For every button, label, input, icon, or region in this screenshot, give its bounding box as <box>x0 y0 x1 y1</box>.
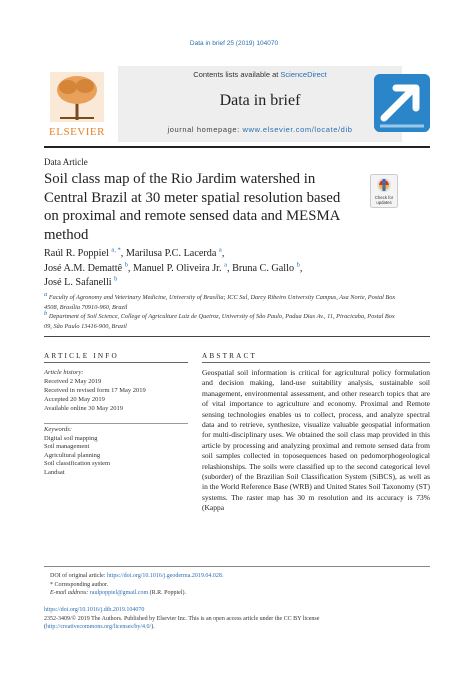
article-info-rule <box>44 362 188 363</box>
journal-header <box>44 66 358 142</box>
license-link[interactable]: http://creativecommons.org/licenses/by/4.0/ <box>46 624 152 631</box>
original-doi-line <box>50 572 430 581</box>
article-doi-and-license <box>44 606 430 632</box>
author-separator: , <box>226 262 233 274</box>
history-label: Article history: <box>44 369 84 376</box>
author-separator: , <box>127 262 133 274</box>
journal-citation[interactable]: Data in brief 25 (2019) 104070 <box>189 40 279 47</box>
license-statement <box>44 615 430 632</box>
abstract-text: Geospatial soil information is critical for agricultural policy formulation and decision making, land-use suitability analysis, sustainable soil management, environmental assessment, and other research topics that are of vital importance to agriculture and economy. Proximal and Remote sensing technologies enables us to collect, process, and analyze spectral data and to retrieve, synthesize, visualize valuable geospatial information for multi-disciplinary uses. We obtained the soil class map provided in this article by processing and analyzing proximal and remote sensed data from soil samples collected in toposequences based on pedomorphogeological relashionships. The soils were classified up to the second categorical level (suborder) of the Brazilian Soil Classification System (SiBCS), as well as in the World Reference Base (WRB) and United States Soil Taxonomy (ST) systems. The raster map has 30 m resolution and its accuracy is 73% (Kappa <box>202 368 430 513</box>
contents-line <box>118 70 402 79</box>
affiliation-rule <box>44 336 430 337</box>
elsevier-tree-icon <box>50 72 104 122</box>
keywords-rule <box>44 423 188 424</box>
journal-homepage <box>118 125 402 134</box>
author-list <box>44 247 374 291</box>
history-item: Received in revised form 17 May 2019 <box>44 387 146 394</box>
author-separator: , <box>221 248 225 259</box>
history-item: Received 2 May 2019 <box>44 378 102 385</box>
crossmark-line1: Check for <box>374 195 394 200</box>
elsevier-wordmark: ELSEVIER <box>49 126 105 138</box>
contents-prefix: Contents lists available at <box>193 70 279 79</box>
original-doi-link[interactable]: https://doi.org/10.1016/j.geoderma.2019.04.028. <box>106 573 224 579</box>
keywords-label: Keywords: <box>44 426 72 433</box>
data-in-brief-cover-logo[interactable] <box>374 74 430 132</box>
email-line <box>50 589 430 598</box>
author-name: Raúl R. Poppiel <box>44 248 109 259</box>
author-separator: , <box>299 262 303 274</box>
affiliation-b-text: Department of Soil Science, College of Agriculture Luiz de Queiroz, University of São Paulo, Padua Dias Av., 11, Piracicaba, Postal Box 09, São Paulo 13416-900, Brazil <box>44 313 395 330</box>
author-affiliation-link[interactable]: a <box>224 261 227 269</box>
keyword-item: Agricultural planning <box>44 451 101 459</box>
affiliation-a-mark: a <box>44 290 48 298</box>
affiliation-a-text: Faculty of Agronomy and Veterinary Medicine, University of Brasília; ICC Sul, Darcy Ribeiro University Campus, Asa Norte, Postal Box 4508, Brasília 70910-960, Brazil <box>44 294 396 311</box>
abstract-heading: ABSTRACT <box>202 352 258 360</box>
crossmark-icon <box>370 174 398 208</box>
header-rule <box>44 146 430 148</box>
sciencedirect-link[interactable]: ScienceDirect <box>280 70 327 79</box>
abstract-rule <box>202 362 430 363</box>
author-affiliation-link[interactable]: a <box>218 246 222 254</box>
license-text: 2352-3409/© 2019 The Authors. Published by Elsevier Inc. This is an open access article under the CC BY license ( <box>44 615 320 631</box>
keyword-item: Digital soil mapping <box>44 434 98 442</box>
footnote-rule <box>44 566 430 567</box>
dib-arrow-icon <box>374 74 430 132</box>
author-affiliation-link[interactable]: b <box>114 275 118 283</box>
crossmark-line2: updates <box>376 200 392 205</box>
email-suffix: (R.R. Poppiel). <box>149 590 186 597</box>
article-history <box>44 368 190 413</box>
history-item: Available online 30 May 2019 <box>44 405 123 412</box>
affiliation-b <box>44 309 404 331</box>
keyword-item: Landsat <box>44 468 65 476</box>
history-item: Accepted 20 May 2019 <box>44 396 105 403</box>
affiliation-a <box>44 290 404 312</box>
author-name: Manuel P. Oliveira Jr. <box>132 262 222 274</box>
author-name: Bruna C. Gallo <box>232 262 295 274</box>
keyword-item: Soil management <box>44 443 90 450</box>
journal-title: Data in brief <box>219 92 301 109</box>
article-info-heading: ARTICLE INFO <box>44 352 119 360</box>
article-title: Soil class map of the Rio Jardim watershed in Central Brazil at 30 meter spatial resolution based on proximal and remote sensed data and MESMA method <box>44 171 341 243</box>
author-name: José A.M. Demattê <box>44 262 123 274</box>
keywords-block <box>44 426 190 477</box>
affiliation-b-mark: b <box>44 309 48 317</box>
author-affiliation-link[interactable]: b <box>296 261 300 269</box>
keyword-item: Soil classification system <box>44 460 111 467</box>
author-name: José L. Safanelli <box>44 277 112 288</box>
corresponding-author-note: * Corresponding author. <box>50 581 109 588</box>
license-end: ). <box>151 624 155 631</box>
homepage-prefix: journal homepage: <box>167 125 240 134</box>
elsevier-logo[interactable] <box>44 72 110 142</box>
check-for-updates-badge[interactable] <box>370 174 398 208</box>
homepage-link[interactable]: www.elsevier.com/locate/dib <box>242 125 353 134</box>
footnotes <box>50 572 430 598</box>
email-label: E-mail address: <box>50 590 89 597</box>
article-type: Data Article <box>44 157 88 167</box>
article-doi-link[interactable]: https://doi.org/10.1016/j.dib.2019.104070 <box>44 607 145 613</box>
email-link[interactable]: raulpoppiel@gmail.com <box>89 590 149 597</box>
author-name: Marilusa P.C. Lacerda <box>125 248 217 259</box>
author-affiliation-link[interactable]: b <box>124 261 128 269</box>
author-affiliation-link[interactable]: a, * <box>111 246 121 254</box>
original-doi-label: DOI of original article: <box>50 573 106 579</box>
author-separator: , <box>120 248 126 259</box>
journal-band <box>118 66 402 142</box>
